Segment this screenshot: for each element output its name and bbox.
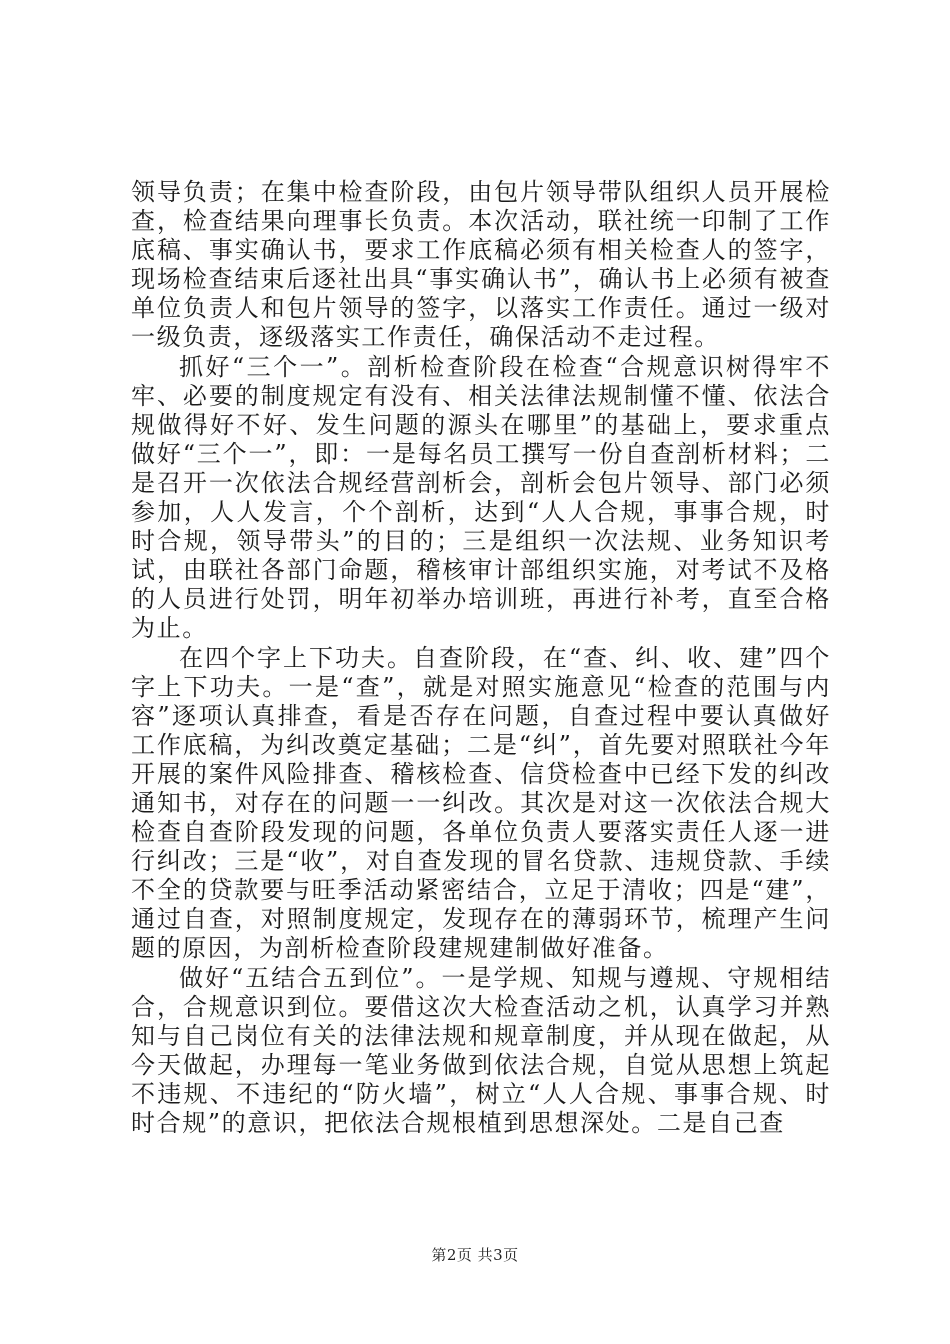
paragraph-1: 领导负责；在集中检查阶段，由包片领导带队组织人员开展检查，检查结果向理事长负责。本次活动，联社统一印制了工作底稿、事实确认书，要求工作底稿必须有相关检查人的签字，现场检查结束后逐社出具“事实确认书”，确认书上必须有被查单位负责人和包片领导的签字，以落实工作责任。通过一级对一级负责，逐级落实工作责任，确保活动不走过程。	[131, 178, 831, 352]
document-body	[131, 178, 831, 1138]
paragraph-4: 做好“五结合五到位”。一是学规、知规与遵规、守规相结合，合规意识到位。要借这次大检查活动之机，认真学习并熟知与自己岗位有关的法律法规和规章制度，并从现在做起，从今天做起，办理每一笔业务做到依法合规，自觉从思想上筑起不违规、不违纪的“防火墙”，树立“人人合规、事事合规、时时合规”的意识，把依法合规根植到思想深处。二是自己查	[131, 963, 831, 1137]
paragraph-3: 在四个字上下功夫。自查阶段，在“查、纠、收、建”四个字上下功夫。一是“查”，就是对照实施意见“检查的范围与内容”逐项认真排查，看是否存在问题，自查过程中要认真做好工作底稿，为纠改奠定基础；二是“纠”，首先要对照联社今年开展的案件风险排查、稽核检查、信贷检查中已经下发的纠改通知书，对存在的问题一一纠改。其次是对这一次依法合规大检查自查阶段发现的问题，各单位负责人要落实责任人逐一进行纠改；三是“收”，对自查发现的冒名贷款、违规贷款、手续不全的贷款要与旺季活动紧密结合，立足于清收；四是“建”，通过自查，对照制度规定，发现存在的薄弱环节，梳理产生问题的原因，为剖析检查阶段建规建制做好准备。	[131, 643, 831, 963]
page-footer: 第2页 共3页	[431, 1246, 519, 1264]
paragraph-2: 抓好“三个一”。剖析检查阶段在检查“合规意识树得牢不牢、必要的制度规定有没有、相关法律法规制懂不懂、依法合规做得好不好、发生问题的源头在哪里”的基础上，要求重点做好“三个一”，即：一是每名员工撰写一份自查剖析材料；二是召开一次依法合规经营剖析会，剖析会包片领导、部门必须参加，人人发言，个个剖析，达到“人人合规，事事合规，时时合规，领导带头”的目的；三是组织一次法规、业务知识考试，由联社各部门命题，稽核审计部组织实施，对考试不及格的人员进行处罚，明年初举办培训班，再进行补考，直至合格为止。	[131, 352, 831, 643]
